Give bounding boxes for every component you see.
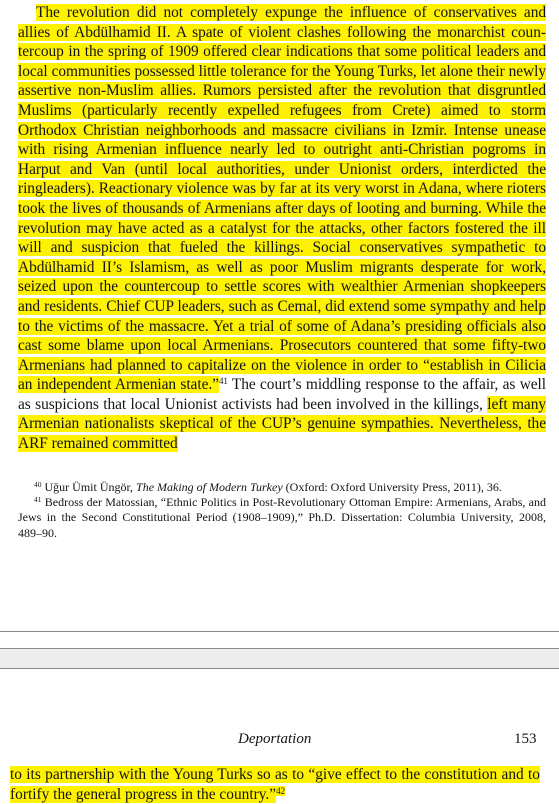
- highlight-span: to its partnership with the Young Turks so as to “give effect to the constitution and to fortify the general progress in the country.”: [10, 766, 540, 803]
- divider-line: [0, 668, 559, 669]
- footnotes: [18, 480, 546, 541]
- unhighlighted-text: The court’s middling response to the affair, as well as suspicions that local Unionist activists had been involved in the killings,: [18, 376, 547, 413]
- continuation-paragraph: [10, 765, 540, 804]
- footnote-text: Uğur Ümit Üngör,: [41, 480, 137, 494]
- footnote-text: (Oxford: Oxford University Press, 2011), 36.: [282, 480, 502, 494]
- running-head-title: Deportation: [238, 731, 312, 747]
- footnote-text: Bedross der Matossian, “Ethnic Politics in Post-Revolutionary Ottoman Empire: Armenians, Arabs, and Jews in the Second Constitutional Period (1908–1909),” Ph.D. Dissertation: Columbia University, 2008, 489–90.: [18, 495, 546, 540]
- footnote-number: 41: [34, 495, 42, 505]
- footnote-ref-41: 41: [218, 376, 228, 387]
- footnote-ref-42: 42: [276, 785, 286, 796]
- highlight-span: violent clashes following the monarchist countercoup in the spring of 1909 offered clear indications that some political leaders and local communities possessed little tolerance for the Young Turks, let alone their newly assertive non-Muslim allies: [18, 23, 546, 100]
- highlight-span: left many Armenian nationalists skeptical of the CUP’s genuine sympathies. Nevertheless, the ARF remained committed: [18, 395, 546, 453]
- footnote-number: 40: [34, 480, 42, 489]
- page-gap: [0, 649, 559, 669]
- page-divider: [0, 631, 559, 669]
- page-number: 153: [514, 731, 537, 747]
- divider-line: [0, 631, 559, 632]
- book-title: The Making of Modern Turkey: [136, 480, 283, 494]
- running-head: [0, 731, 559, 751]
- footnote-41: [18, 495, 546, 541]
- highlight-span: The revolution did not completely expunge the influence of conservatives and allies of Abdülhamid II. A spate of: [18, 4, 546, 41]
- footnote-40: [18, 480, 546, 495]
- highlight-span: . Rumors persisted after the revolution that disgruntled Muslims (particularly recently expelled refugees from Crete) aimed to storm Orthodox Christian neighborhoods and massacre civilians in Izmir. Intense unease with rising Armenian influence nearly led to outright anti-Christian pogroms in Harput and Van (until local authorities, under Unionist orders, interdicted the ringleaders). Reactionary violence was by far at its very worst in Adana, where rioters took the lives of thousands of Armenians after days of looting and burning. While the revolution may have acted as a catalyst for the attacks, other factors fostered the ill will and suspicion that fueled the killings. Social conservatives sympathetic to Abdülhamid II’s Islamism, as well as poor Muslim migrants desperate for work, seized upon the countercoup to settle scores with wealthier Armenian shopkeepers and residents. Chief CUP leaders, such as Cemal, did extend some sympathy and help to the victims of the massacre. Yet a trial of some of Adana’s presiding officials also cast some blame upon local Armenians. Prosecutors countered that some fifty-two Armenians had planned to capitalize on the violence in order to “establish in Cilicia an independent Armenian state.”: [18, 82, 546, 394]
- body-paragraph: [18, 3, 546, 454]
